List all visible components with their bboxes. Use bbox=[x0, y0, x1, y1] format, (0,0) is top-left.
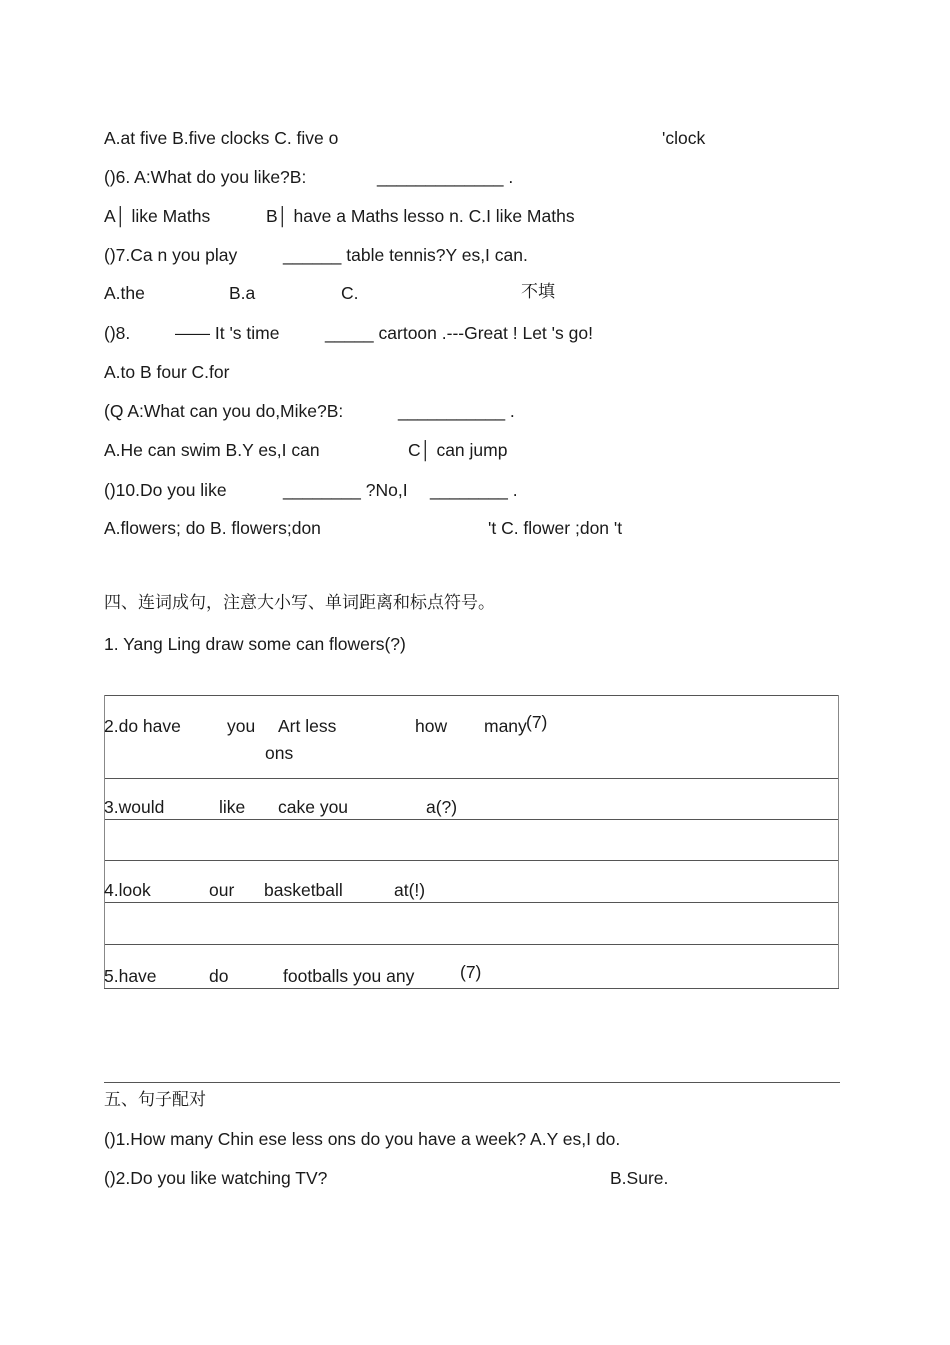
q9-option-c: C│ can jump bbox=[408, 440, 508, 460]
q5-options-tail: 'clock bbox=[662, 128, 706, 148]
s4-word: 4.look bbox=[104, 880, 151, 900]
answer-line bbox=[104, 695, 839, 696]
q10-options-tail: 't C. flower ;don 't bbox=[488, 518, 623, 538]
answer-line bbox=[104, 778, 839, 779]
sentence-1: 1. Yang Ling draw some can flowers(?) bbox=[104, 634, 406, 654]
q8-question-tail: _____ cartoon .---Great ! Let 's go! bbox=[325, 323, 593, 343]
s3-word: cake you bbox=[278, 797, 349, 817]
section4-heading: 四、连词成句，注意大小写、单词距离和标点符号。 bbox=[104, 593, 495, 613]
section5-heading: 五、句子配对 bbox=[104, 1090, 206, 1110]
q9-answer-blank: ___________ . bbox=[398, 401, 515, 421]
match-question-2: ()2.Do you like watching TV? bbox=[104, 1168, 328, 1188]
q7-option-a: A.the bbox=[104, 283, 145, 303]
table-border-left bbox=[104, 695, 105, 988]
q8-number: ()8. bbox=[104, 323, 131, 343]
q8-options: A.to B four C.for bbox=[104, 362, 230, 382]
s2-punctuation: (7) bbox=[526, 712, 548, 732]
q7-option-c-text: 不填 bbox=[521, 282, 555, 302]
q7-question-tail: ______ table tennis?Y es,I can. bbox=[283, 245, 528, 265]
s2-word: you bbox=[227, 716, 256, 736]
s3-word: 3.would bbox=[104, 797, 165, 817]
q10-question-mid: ________ ?No,I bbox=[283, 480, 408, 500]
answer-line bbox=[104, 819, 839, 820]
answer-line bbox=[104, 902, 839, 903]
q10-question: ()10.Do you like bbox=[104, 480, 227, 500]
q7-option-c: C. bbox=[341, 283, 359, 303]
section-divider bbox=[104, 1082, 840, 1083]
q10-options: A.flowers; do B. flowers;don bbox=[104, 518, 321, 538]
s2-word: ons bbox=[265, 743, 294, 763]
q7-option-b: B.a bbox=[229, 283, 256, 303]
s5-punctuation: (7) bbox=[460, 962, 482, 982]
answer-line bbox=[104, 944, 839, 945]
answer-line bbox=[104, 860, 839, 861]
match-answer-b: B.Sure. bbox=[610, 1168, 669, 1188]
q6-option-a: A│ like Maths bbox=[104, 206, 211, 226]
q9-options-ab: A.He can swim B.Y es,I can bbox=[104, 440, 320, 460]
q6-answer-blank: _____________ . bbox=[377, 167, 514, 187]
q6-question: ()6. A:What do you like?B: bbox=[104, 167, 307, 187]
s4-word: at(!) bbox=[394, 880, 426, 900]
s5-word: footballs you any bbox=[283, 966, 415, 986]
s5-word: 5.have bbox=[104, 966, 157, 986]
s3-word: a(?) bbox=[426, 797, 458, 817]
match-question-1: ()1.How many Chin ese less ons do you have a week? A.Y es,I do. bbox=[104, 1129, 621, 1149]
q5-options: A.at five B.five clocks C. five o bbox=[104, 128, 339, 148]
s2-word: 2.do have bbox=[104, 716, 181, 736]
q7-question: ()7.Ca n you play bbox=[104, 245, 238, 265]
s4-word: basketball bbox=[264, 880, 343, 900]
s2-word: how bbox=[415, 716, 448, 736]
table-border-right bbox=[838, 695, 839, 988]
q9-question: (Q A:What can you do,Mike?B: bbox=[104, 401, 344, 421]
s4-word: our bbox=[209, 880, 235, 900]
q10-answer-blank: ________ . bbox=[430, 480, 518, 500]
s3-word: like bbox=[219, 797, 246, 817]
s2-word: many bbox=[484, 716, 527, 736]
q6-option-bc: B│ have a Maths lesso n. C.I like Maths bbox=[266, 206, 575, 226]
s2-word: Art less bbox=[278, 716, 337, 736]
s5-word: do bbox=[209, 966, 229, 986]
answer-line bbox=[104, 988, 839, 989]
q8-question: —— It 's time bbox=[175, 323, 280, 343]
